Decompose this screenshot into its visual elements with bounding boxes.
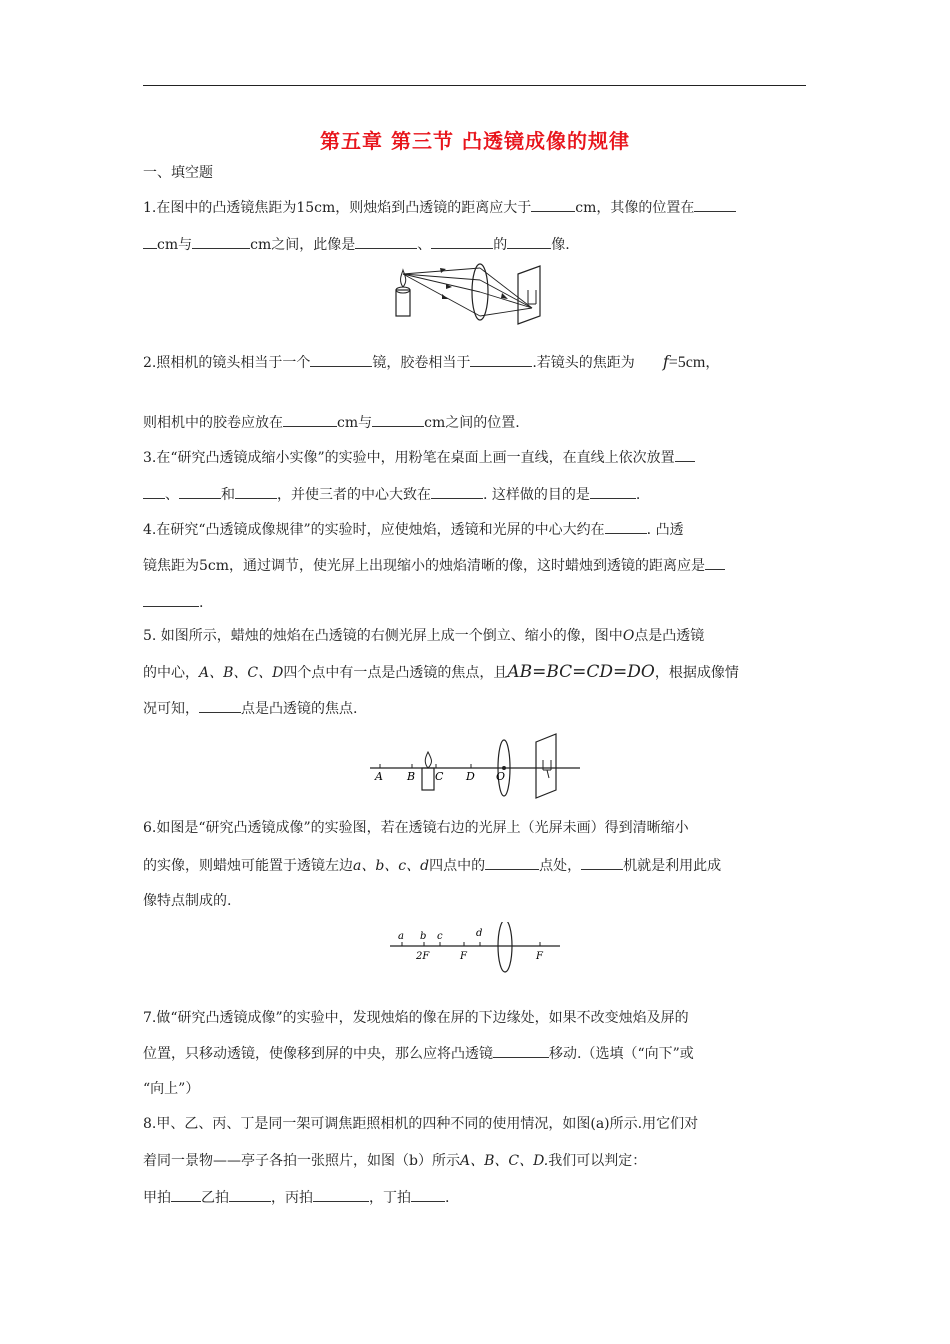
point-label-a: A [375, 770, 383, 783]
focal-length-formula: f=5cm [662, 352, 706, 371]
answer-blank[interactable] [485, 855, 539, 870]
answer-blank[interactable] [372, 412, 424, 427]
answer-blank[interactable] [470, 352, 532, 367]
point-label-a: a [398, 931, 404, 942]
point-label-c: C [435, 770, 444, 783]
question-7-line-2: 位置，只移动透镜，使像移到屏的中央，那么应将凸透镜 移动.（选填（“向下”或 [143, 1043, 694, 1064]
answer-blank[interactable] [605, 519, 647, 534]
answer-blank[interactable] [507, 234, 551, 249]
answer-blank[interactable] [171, 1187, 201, 1202]
question-5-line-3: 况可知， 点是凸透镜的焦点. [143, 698, 357, 719]
point-label-b: b [420, 931, 427, 942]
question-4-line-1: 4.在研究“凸透镜成像规律”的实验时，应使烛焰，透镜和光屏的中心大约在 . 凸透 [143, 519, 684, 540]
answer-blank[interactable] [581, 855, 623, 870]
answer-blank[interactable] [235, 484, 277, 499]
point-label-f-left: F [460, 951, 467, 962]
point-label-2f: 2F [416, 951, 430, 962]
segment-equality-formula: AB=BC=CD=DO [507, 662, 655, 682]
answer-blank[interactable] [229, 1187, 271, 1202]
answer-blank[interactable] [675, 447, 695, 462]
answer-blank[interactable] [143, 234, 157, 249]
question-2-line-1: 2.照相机的镜头相当于一个 镜，胶卷相当于 .若镜头的焦距为 f=5cm， [143, 352, 720, 371]
answer-blank[interactable] [431, 484, 483, 499]
answer-blank[interactable] [355, 234, 417, 249]
question-3-line-2: 、 和 ，并使三者的中心大致在 . 这样做的目的是 . [143, 484, 640, 505]
question-8-line-1: 8.甲、乙、丙、丁是同一架可调焦距照相机的四种不同的使用情况，如图(a)所示.用它们对 [143, 1116, 699, 1132]
answer-blank[interactable] [431, 234, 493, 249]
answer-blank[interactable] [493, 1043, 549, 1058]
answer-blank[interactable] [694, 197, 736, 212]
point-label-o: O [496, 770, 506, 783]
answer-blank[interactable] [199, 698, 241, 713]
question-6-line-3: 像特点制成的. [143, 893, 232, 909]
question-7-line-3: “向上”） [143, 1081, 200, 1097]
question-6-line-1: 6.如图是“研究凸透镜成像”的实验图，若在透镜右边的光屏上（光屏未画）得到清晰缩小 [143, 820, 689, 836]
answer-blank[interactable] [143, 484, 165, 499]
answer-blank[interactable] [283, 412, 337, 427]
question-7-line-1: 7.做“研究凸透镜成像”的实验中，发现烛焰的像在屏的下边缘处，如果不改变烛焰及屏的 [143, 1010, 689, 1026]
point-label-c: c [437, 931, 443, 942]
question-1-line-2: cm与 cm之间，此像是 、 的 像. [143, 234, 570, 255]
question-5-line-2: 的中心，A、B、C、D四个点中有一点是凸透镜的焦点，且AB=BC=CD=DO，根据成像情 [143, 662, 739, 682]
page-title: 第五章 第三节 凸透镜成像的规律 [320, 129, 630, 153]
answer-blank[interactable] [192, 234, 250, 249]
answer-blank[interactable] [590, 484, 636, 499]
question-1-line-1: 1.在图中的凸透镜焦距为15cm，则烛焰到凸透镜的距离应大于 cm，其像的位置在 [143, 197, 736, 218]
question-4-line-2: 镜焦距为5cm，通过调节，使光屏上出现缩小的烛焰清晰的像，这时蜡烛到透镜的距离应是 [143, 555, 725, 576]
question-5-line-1: 5. 如图所示，蜡烛的烛焰在凸透镜的右侧光屏上成一个倒立、缩小的像，图中O点是凸透镜 [143, 628, 705, 644]
figure-lens-candle-screen [390, 262, 560, 332]
question-8-line-3: 甲拍 乙拍 ，丙拍 ，丁拍 . [143, 1187, 449, 1208]
point-label-b: B [407, 770, 416, 783]
question-3-line-1: 3.在“研究凸透镜成缩小实像”的实验中，用粉笔在桌面上画一直线，在直线上依次放置 [143, 447, 695, 468]
point-label-d: D [466, 770, 475, 783]
answer-blank[interactable] [313, 1187, 369, 1202]
answer-blank[interactable] [705, 555, 725, 570]
question-8-line-2: 着同一景物——亭子各拍一张照片，如图（b）所示A、B、C、D.我们可以判定： [143, 1153, 647, 1169]
section-heading: 一、填空题 [143, 165, 213, 181]
figure-object-positions [388, 922, 562, 978]
answer-blank[interactable] [310, 352, 372, 367]
question-2-line-2: 则相机中的胶卷应放在 cm与 cm之间的位置. [143, 412, 520, 433]
answer-blank[interactable] [143, 592, 199, 607]
question-4-line-3: . [143, 592, 203, 613]
answer-blank[interactable] [411, 1187, 445, 1202]
answer-blank[interactable] [531, 197, 575, 212]
header-rule [143, 85, 806, 86]
question-6-line-2: 的实像，则蜡烛可能置于透镜左边a、b、c、d四点中的 点处， 机就是利用此成 [143, 855, 721, 876]
answer-blank[interactable] [179, 484, 221, 499]
point-label-d: d [476, 928, 483, 939]
point-label-f-right: F [536, 951, 543, 962]
figure-focal-point-axis [368, 732, 582, 800]
